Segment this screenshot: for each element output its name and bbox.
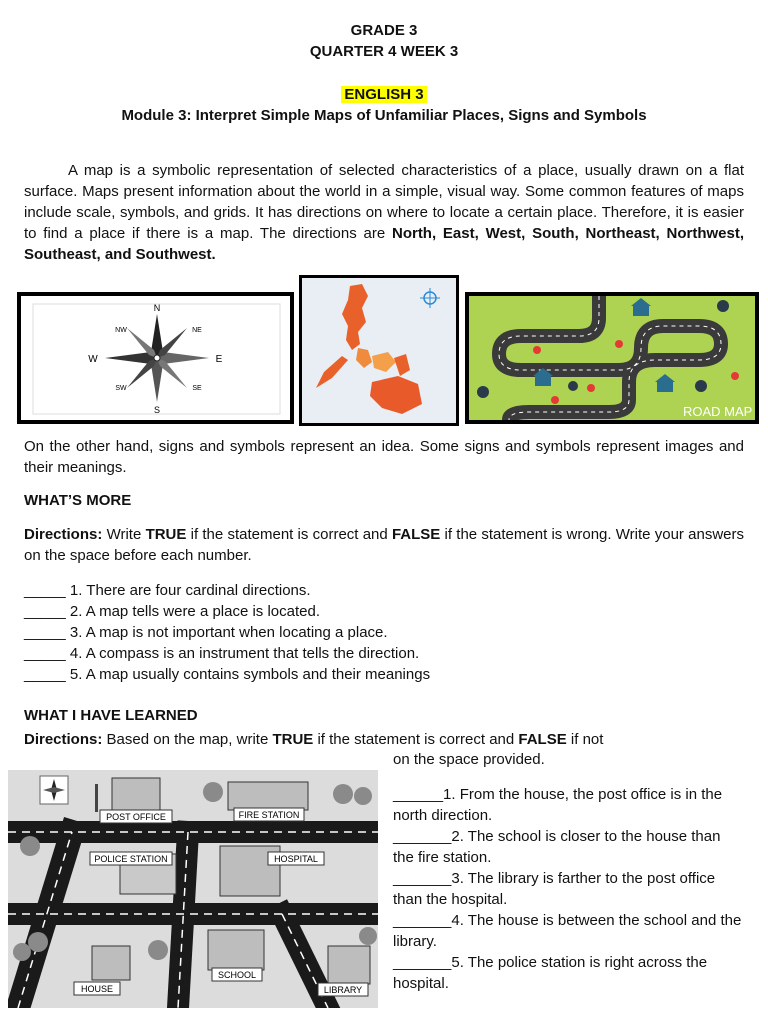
learned-heading: WHAT I HAVE LEARNED bbox=[24, 707, 198, 724]
label-fire-station: FIRE STATION bbox=[238, 810, 300, 820]
compass-w: W bbox=[88, 354, 98, 365]
subject-title bbox=[0, 86, 768, 103]
philippines-map-image bbox=[299, 275, 459, 426]
learned-directions bbox=[24, 729, 744, 750]
grade-title: GRADE 3 bbox=[350, 22, 418, 39]
compass-e: E bbox=[215, 354, 223, 365]
whats-more-list bbox=[24, 580, 430, 685]
learned-dir-false: FALSE bbox=[518, 731, 567, 748]
list-item: _____ 3. A map is not important when locating a place. bbox=[24, 624, 388, 641]
learned-dir-c: if not bbox=[566, 731, 604, 748]
learned-dir-true: TRUE bbox=[272, 731, 314, 748]
whats-more-heading: WHAT’S MORE bbox=[24, 492, 132, 509]
module-title: Module 3: Interpret Simple Maps of Unfamiliar Places, Signs and Symbols bbox=[121, 107, 647, 124]
learned-list bbox=[393, 784, 743, 994]
dir-text-b: if the statement is correct and bbox=[186, 526, 392, 543]
compass-ne: NE bbox=[192, 327, 202, 334]
list-item: _______3. The library is farther to the post office than the hospital. bbox=[393, 870, 716, 908]
learned-dir-a: Based on the map, write bbox=[102, 731, 273, 748]
intro-directions: North, East, West, South, Northeast, Northwest, Southeast, and Southwest bbox=[24, 225, 744, 263]
intro-text: A map is a symbolic representation of selected characteristics of a place, usually drawn on a flat surface. Maps present information about the world in a simple, visual way. Some common features of maps include scale, symbols, and grids. It has directions on where to locate a certain place. Therefore, it is easier to find a place if there is a map. The directions are bbox=[24, 162, 744, 242]
list-item: _______5. The police station is right across the hospital. bbox=[393, 954, 708, 992]
dir-text-c: if the statement is wrong. Write your answers on the space before each number. bbox=[24, 526, 745, 564]
list-item: ______1. From the house, the post office is in the north direction. bbox=[393, 786, 723, 824]
road-map-illustration bbox=[469, 296, 755, 420]
label-school: SCHOOL bbox=[217, 970, 257, 980]
compass-rose-icon bbox=[21, 296, 290, 420]
map-compass-icon bbox=[40, 776, 68, 804]
philippines-map-icon bbox=[302, 278, 456, 423]
directions-label: Directions: bbox=[24, 526, 103, 543]
dir-text-a: Write bbox=[102, 526, 146, 543]
learned-dir-b: if the statement is correct and bbox=[313, 731, 519, 748]
label-house: HOUSE bbox=[80, 984, 114, 994]
signs-paragraph bbox=[24, 436, 744, 478]
town-map-illustration bbox=[8, 770, 378, 1008]
signs-text: On the other hand, signs and symbols represent an idea. Some signs and symbols represent images and their meanings. bbox=[24, 438, 744, 476]
learned-directions-cont: on the space provided. bbox=[393, 751, 545, 768]
list-item: _____ 5. A map usually contains symbols and their meanings bbox=[24, 666, 431, 683]
compass-se: SE bbox=[192, 385, 202, 392]
intro-end: . bbox=[211, 246, 216, 263]
learned-dir-label: Directions: bbox=[24, 731, 103, 748]
dir-false: FALSE bbox=[391, 526, 441, 543]
list-item: _____ 4. A compass is an instrument that tells the direction. bbox=[24, 645, 420, 662]
list-item: _____ 2. A map tells were a place is located. bbox=[24, 603, 321, 620]
quarter-title: QUARTER 4 WEEK 3 bbox=[309, 43, 459, 60]
subject-highlight: ENGLISH 3 bbox=[341, 86, 426, 103]
compass-n: N bbox=[153, 303, 161, 313]
intro-paragraph bbox=[24, 160, 744, 265]
whats-more-directions bbox=[24, 524, 744, 566]
road-map-label: ROAD MAP bbox=[683, 404, 753, 419]
list-item: _______2. The school is closer to the house than the fire station. bbox=[393, 828, 721, 866]
list-item: _____ 1. There are four cardinal directions. bbox=[24, 582, 311, 599]
compass-s: S bbox=[153, 405, 161, 415]
compass-nw: NW bbox=[115, 327, 127, 334]
dir-true: TRUE bbox=[145, 526, 187, 543]
label-police-station: POLICE STATION bbox=[94, 854, 168, 864]
list-item: _______4. The house is between the school and the library. bbox=[393, 912, 742, 950]
label-post-office: POST OFFICE bbox=[106, 812, 166, 822]
road-map-image bbox=[465, 292, 759, 424]
compass-image bbox=[17, 292, 294, 424]
label-library: LIBRARY bbox=[323, 985, 363, 995]
town-map-image bbox=[8, 770, 378, 1008]
compass-sw: SW bbox=[115, 385, 127, 392]
label-hospital: HOSPITAL bbox=[274, 854, 318, 864]
